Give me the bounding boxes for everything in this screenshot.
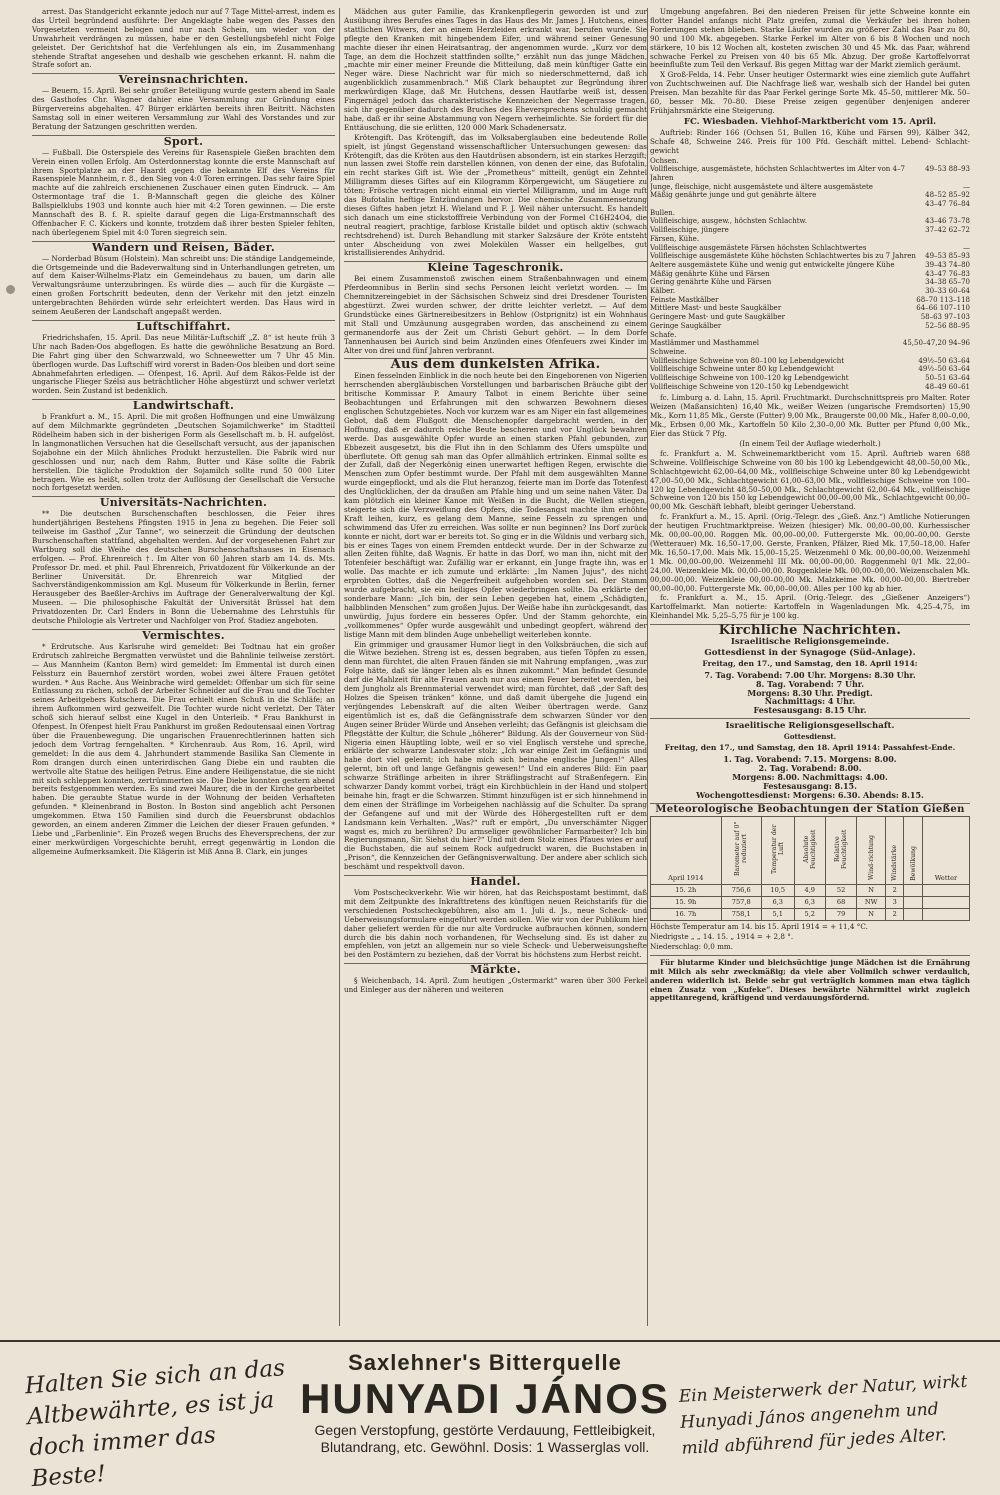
article-note: (In einem Teil der Auflage wiederholt.) <box>739 439 881 449</box>
market-row-price: 43–47 76–84 <box>925 200 970 209</box>
market-intro: Auftrieb: Rinder 166 (Ochsen 51, Bullen 16, Kühe und Färsen 99), Kälber 342, Schafe 48, Schweine 246. Preis für 100 Pfd. Geschäft mittel. Lebend- Schlacht- gewicht <box>650 127 970 155</box>
market-row <box>650 270 970 279</box>
market-row-price: 58–63 97–103 <box>920 313 970 322</box>
section-heading: Märkte. <box>344 963 647 975</box>
weather-cell: 52 <box>825 885 856 897</box>
article-text: Umgebung angefahren. Bei den niederen Preisen für jette Schweine konnte ein flotter Handel anfangs nicht Platz greifen, zumal die Verkäufer bei ihren hohen Forderungen stehen blieben. Starke Läufer wurden zu größerer Zahl das Paar zu 80, 90 und 100 Mk. abgegeben. Starke Ferkel im Alter von 6 bis 8 Wochen und noch stärkere, 10 bis 12 Wochen alt, kosteten zwischen 30 und 45 Mk. das Paar, während schwache Ferkel zu Preisen von 40 bis 65 Mk. Abzug. Der große Kartoffelvorrat beeinflußte zum Teil den Verkauf. Bis gegen Mittag war der Markt ziemlich geräumt. <box>650 8 970 70</box>
market-row <box>650 209 970 218</box>
weather-cell: 756,6 <box>721 885 761 897</box>
divider <box>650 718 970 719</box>
section-heading: Luftschiffahrt. <box>32 320 335 332</box>
market-row-price <box>966 235 970 244</box>
market-row <box>650 365 970 374</box>
ad-center-block <box>300 1350 670 1456</box>
congregation-name: Israelitische Religionsgemeinde. <box>730 637 890 648</box>
weather-cell: 2 <box>885 885 903 897</box>
market-row-price <box>966 157 970 166</box>
market-row-price: 48–52 85–92 <box>925 191 970 200</box>
market-row-label: Feinste Mastkälber <box>650 295 719 304</box>
weather-column-header <box>922 817 969 885</box>
service-times <box>650 671 970 716</box>
market-row-label: Vollfleischige Schweine unter 80 kg Lebendgewicht <box>650 365 834 374</box>
market-row-price: 49½–50 63–64 <box>918 356 970 365</box>
article-text: fc. Frankfurt a. M., 15. April. (Orig.-Telegr. des „Gieß. Anz.“) Amtliche Notierungen der heutigen Fruchtmarktpreise. Weizen (hiesiger) Mk. 00,00–00,00. Kurhessischer Mk. 00,00–00,00. Roggen Mk. 00,00–00,00. Futtergerste Mk. 00,00–00,00. Gerste (Wetterauer) Mk. 16,50–17,00. Gerste, Franken, Pfälzer, Ried Mk. 17,50–18,00. Hafer Mk. 16,50–17,00. Mais Mk. 15,00–15,25. Weizenmehl 0 Mk. 00,00–00,00. Weizenmehl 1 Mk. 00,00–00,00. Weizenmehl III Mk. 00,00–00,00. Roggenmehl 0/1 Mk. 22,00–24,00. Weizenkleie Mk. 00,00–00,00. Roggenkleie Mk. 00,00–00,00. Weizenschalen Mk. 00,00–00,00. Weizenkleie 00,00–00,00 Mk. Malzkeime Mk. 00,00–00,00. Biertreber 00,00–00,00. Futtergerste Mk. 00,00–00,00. Alles per 100 kg ab hier. <box>650 512 970 593</box>
service-time-line: 7. Tag. Vorabend: 7.00 Uhr. Morgens: 8.30 Uhr. <box>704 669 916 680</box>
market-row-label: Vollfleischige, jüngere <box>650 226 729 235</box>
service-time-line: Nachmittags: 4 Uhr. <box>764 696 856 707</box>
market-price-table <box>650 157 970 392</box>
section-heading: Wandern und Reisen, Bäder. <box>32 241 335 253</box>
market-row-label: Aeltere ausgemästete Kühe und wenig gut entwickelte jüngere Kühe <box>650 260 895 269</box>
market-row-price: — <box>963 243 970 252</box>
market-row-price: 43–46 73–78 <box>925 217 970 226</box>
market-row-price: — <box>963 182 970 191</box>
market-row <box>650 165 970 182</box>
market-row-price: 52–56 88–95 <box>925 321 970 330</box>
market-row <box>650 357 970 366</box>
article-text: Ein grimmiger und grausamer Humor liegt in den Volksbräuchen, die sich auf die Witwe beziehen. Streng ist es, dessen begraben, aus tiefen Töpfen zu essen, denn man fürchtet, die alten Frauen fänden sie mit Nahrung empfangen, „was zur Folge hätte, daß sie länger leben als es ihnen zukommt.“ Man befindet Gesunde darf die Mahlzeit für alte Frauen auch nur aus einem Feuer bereitet werden, bei dem Jungholz als Brennmaterial verwendet wird; man fürchtet, daß „der Saft des Holzes die Speisen tränken“ könne, und daß damit übergehe die Jugend ein verjüngendes Lebenskraft auf die alten Weiber übertragen werde. Ganz eigentümlich ist es, daß die Gefängnisstrafe dem schwarzen Sünder vor den Augen seiner Brüder Würde und Ansehen verleiht; das Gefängnis ist gleichsam die Pflegstätte der Kultur, die Schule „höherer“ Bildung. Als der Gouverneur von Süd-Nigeria einen Häuptling lobte, weil er so viel Englisch verstehe und spreche, erklärte der schwarze Landesvater stolz: „Ich war einige Zeit im Gefängnis und habe dort viel gelernt; ich habe mich sich beinahe englische Jungen!“ Alles gelernt, bin oft und lange Gefängnis gewesen!“ Und ein anderes Bild: Ein paar schwarze Sträflinge arbeiten in ihrer Sträflingstracht auf Straßenfegern. Ein schwarzer Dandy kommt vorbei, trägt ein Kirchbüchlein in der Hand und stolpert beinahe hin, fragt er die Schwarzen. Stimmt hinzufügen ist er sich hinnehmend in dem einen der Sträflinge im Vorbeigehen nachlässig auf die Schulter. Da sprang der Gefangene auf und mit der Würde des Höhergestellten ruft er dem Landsmann kein Verhalten. „Was?“ ruft er empört, „Du unverschämter Nigger wagst es, mich zu berühren? Du armseliger gewöhnlicher Farmarbeiter? Ich bin Regierungsmann, Sir. Siehst du hier?“ Und mit dem Stolz eines Pfaues wies er auf die Buchstaben, die auf seinem Rock aufgedruckt waren, die Buchstaben in „Prison“, die Kennzeichen der Gefängnisverwaltung. Der andere aber schlich sich beschämt und respektvoll davon. <box>344 639 647 872</box>
service-time-line: Morgens: 8.00. Nachmittags: 4.00. <box>732 771 888 782</box>
weather-cell <box>922 909 969 921</box>
market-row <box>650 235 970 244</box>
column-middle <box>344 8 647 1333</box>
weather-footnote: Niedrigste „ „ 14. 15. „ 1914 = + 2,8 °. <box>650 931 794 941</box>
weather-cell: 16. 7h <box>651 909 722 921</box>
weather-column-header <box>885 817 903 885</box>
market-row-label: Gering genährte Kühe und Färsen <box>650 278 772 287</box>
article-text: Mädchen aus guter Familie, das Krankenpflegerin geworden ist und zur Ausübung ihres Berufes eines Tages in das Haus des Mr. James J. Hutchens, eines stattlichen Witwers, der an einem Herzleiden erkrankt war, berufen wurde. Sie pflegte den Kranken mit hingebendem Eifer, und während seiner Genesung machte dieser ihr einen Heiratsantrag, der angenommen wurde. „Kurz vor dem Tage, an dem die Hochzeit stattfinden sollte,“ erzählt nun das junge Mädchen, „machte mir einer meiner Freunde die Mitteilung, daß mein künftiger Gatte ein Neger wäre. Diese Nachricht war für mich so niederschmetternd, daß ich augenblicklich zusammenbrach.“ Miß Clark behauptet zur Begründung ihrer merkwürdigen Klage, daß Mr. Hutchens, dessen Hautfarbe weiß ist, dessen Fingernägel jedoch das charakteristische Kennzeichen der Negerrasse tragen, sich ihr gegenüber dadurch des Bruches des Eheversprechens schuldig gemacht habe, daß er ihr seine Abstammung von Negern verheimlichte. Sie fordert für die Enttäuschung, die sie erlitten, 120 000 Mark Schadenersatz. <box>344 8 647 132</box>
weather-row <box>651 909 970 921</box>
market-row <box>650 183 970 192</box>
market-row-price: 64–66 107–110 <box>916 304 970 313</box>
market-row-price: 49½–50 63–64 <box>918 365 970 374</box>
section-heading: Landwirtschaft. <box>32 399 335 411</box>
market-row <box>650 191 970 200</box>
market-row <box>650 348 970 357</box>
market-row-label: Kälber. <box>650 287 676 296</box>
market-row <box>650 200 970 209</box>
weather-cell: 68 <box>825 897 856 909</box>
section-heading: Aus dem dunkelsten Afrika. <box>344 358 647 370</box>
weather-cell: N <box>857 909 886 921</box>
article-text: * Erdrutsche. Aus Karlsruhe wird gemeldet: Bei Todtnau hat ein großer Erdrutsch zahlreiche Bergmatten verwüstet und die Bahnlinie teilweise zerstört. — Aus Mannheim (Kanton Bern) wird gemeldet: Im Emmental ist durch einen Felssturz ein Bauernhof zerstört worden, wobei zwei ältere Frauen getötet wurden. * Aus Rache. Aus Weinbrache wird gemeldet: Offenbar um sich für seine Entlassung zu rächen, schoß der Arbeiter Schneider auf die Frau und die Tochter seines Arbeitgebers Kutschera. Die Frau erhielt einen Schuß in die Schläfe; an ihrem Aufkommen wird gezweifelt. Die Tochter wurde nicht verletzt. Der Täter schoß sich hierauf selbst eine Kugel in den Unterleib. * Frau Bankhurst in Ofenpest. In Ofenpest hielt Frau Pankhurst im großen Redoutensaal einen Vortrag über die Frauenbewegung. Die ungarischen Frauenrechtlerinnen hatten sich jedoch dem Vortrag ferngehalten. * Kirchenraub. Aus Rom, 16. April, wird gemeldet: In die aus dem 4. Jahrhundert stammende Basilika San Clemente in Rom drangen durch einen unterirdischen Gang Diebe ein und raubten die wertvolle alte Statue des heiligen Petrus. Eine andere Heiligenstatue, die sie nicht mit sich schleppen konnten, zertrümmerten sie. Die Diebe konnten gestern abend bereits festgenommen werden. Es sind zwei Maurer, die in der Kirche gearbeitet haben. Die geraubte Statue wurde in der Wohnung der beiden Verhafteten gefunden. * Kleinenbrand in Boston. In Boston sind angeblich acht Personen umgekommen. Etwa 150 Familien sind durch die Feuersbrunst obdachlos geworden, an einem anderen Zimmer die Leichen der dieser Frauen gefunden. * Liebe und „Farbenlinie“. Ein Prozeß wegen Bruchs des Eheversprechens, der zur einer merkwürdigen Vorgeschichte beruht, erregt gegenwärtig in London die allgemeine Aufmerksamkeit. Die Klägerin ist Miß Anna B. Clark, ein junges <box>32 641 335 856</box>
market-report-title: FC. Wiesbaden. Viehhof-Marktbericht vom 15. April. <box>683 116 937 127</box>
market-row <box>650 244 970 253</box>
section-heading: Vereinsnachrichten. <box>32 73 335 85</box>
article-text: fc. Frankfurt a. M., 15. April. (Orig.-Telegr. des „Gießener Anzeigers“) Kartoffelmarkt. Man notierte: Kartoffeln in Wagenladungen Mk. 4,25–4,75, im Kleinhandel Mk. 5,25–5,75 für je 100 kg. <box>650 593 970 621</box>
article-text: b Frankfurt a. M., 15. April. Die mit großen Hoffnungen und eine Umwälzung auf dem Milchmarkte gegründeten „Deutschen Sojamilchwerke“ im Stadtteil Rödelheim haben sich in der bisherigen Form als Gesellschaft m. b. H. aufgelöst. In langmonatlichen Versuchen hat die Gesellschaft versucht, aus der japanischen Sojabohne ein der Milch ähnliches Produkt herzustellen. Die Fabrik wird nur geschlossen und nur, nach dem Rahm, Butter und Käse sollte die Fabrik herstellen. Die tägliche Produktion der Sojamilch sollte rund 50 000 Liter betragen. Wie es heißt, sollen trotz der Auflösung der Gesellschaft die Versuche noch fortgesetzt werden. <box>32 412 335 493</box>
divider <box>650 955 970 956</box>
weather-column-header <box>857 817 886 885</box>
market-row-price: 48–49 60–61 <box>925 382 970 391</box>
service-time-line: 2. Tag. Vorabend: 8.00. <box>758 762 862 773</box>
market-row-label: Ochsen. <box>650 156 679 165</box>
ad-description: Gegen Verstopfung, gestörte Verdauung, Fettleibigkeit, Blutandrang, etc. Gewöhnl. Dosis: 1 Wasserglas voll. <box>314 1422 656 1455</box>
weather-cell: 10,5 <box>761 885 794 897</box>
weather-column-header <box>904 817 922 885</box>
congregation-name: Israelitische Religionsgesellschaft. <box>725 721 895 732</box>
market-row <box>650 157 970 166</box>
section-heading: Handel. <box>344 875 647 887</box>
service-date: Freitag, den 17., und Samstag, den 18. April 1914: <box>702 658 918 668</box>
weather-cell: 4,9 <box>794 885 825 897</box>
weather-column-label: Relative Feuchtigkeit <box>834 829 849 870</box>
article-text: Friedrichshafen, 15. April. Das neue Militär-Luftschiff „Z. 8“ ist heute früh 3 Uhr nach Baden-Oos abgeflogen. Es hatte die gewöhnliche Besatzung an Bord. Die Fahrt ging über den Schwarzwald, wo Schneewetter um 7 Uhr 45 Min. überflogen wurde. Das Luftschiff wird vorerst in Baden-Oos bleiben und dort seine Abnahmefahrten erledigen. — Ofenpest, 16. April. Auf dem Rákos-Felde ist der ungarische Flieger Szélsi aus beträchtlicher Höhe abgestürzt und schwer verletzt worden. Sein Zustand ist bedenklich. <box>32 332 335 396</box>
weather-column-header <box>825 817 856 885</box>
weather-row <box>651 897 970 909</box>
service-date: Freitag, den 17., und Samstag, den 18. April 1914: Passahfest-Ende. <box>664 743 956 753</box>
service-time-line: 1. Tag. Vorabend: 7.15. Morgens: 8.00. <box>723 754 897 765</box>
market-row-price: 39–43 74–80 <box>925 260 970 269</box>
market-row-label: Mäßig genährte junge und gut genährte ältere <box>650 191 817 200</box>
weather-column-label: Temperatur der Luft <box>770 824 785 875</box>
weather-cell <box>904 897 922 909</box>
weather-row <box>651 885 970 897</box>
service-time-line: Morgens: 8.30 Uhr. Predigt. <box>747 687 873 698</box>
weather-column-label: Wetter <box>934 874 958 883</box>
weather-cell: 2 <box>885 909 903 921</box>
weather-cell: N <box>857 885 886 897</box>
market-row <box>650 296 970 305</box>
market-row <box>650 339 970 348</box>
market-row <box>650 261 970 270</box>
service-time-line: Festesausgang: 8.15. <box>763 780 857 791</box>
market-row <box>650 217 970 226</box>
market-row-label: Geringere Mast- und gute Saugkälber <box>650 313 785 322</box>
weather-column-label: Wind-richtung <box>867 835 875 881</box>
advert-notice: Für blutarme Kinder und bleichsüchtige junge Mädchen ist die Ernährung mit Milch als sehr zweckmäßig; da viele aber Vollmilch schwer verdaulich, anderen widerlich ist. Beide sehr gut verträglich kommen man etwa täglich einen Zusatz von „Kufeke“. Dieses bewährte Nährmittel wirkt zugleich appetitanregend, kräftigend und verdauungsfördernd. <box>650 957 970 1003</box>
weather-column-label: Windstärke <box>891 844 899 881</box>
market-row-label: Mastlämmer und Masthammel <box>650 339 759 348</box>
market-row-label: Schweine. <box>650 347 687 356</box>
market-row-price: 49–53 85–93 <box>925 252 970 261</box>
article-text: Vom Postscheckverkehr. Wie wir hören, hat das Reichspostamt bestimmt, daß mit dem Zeitpunkte des Inkrafttretens des künftigen neuen Reichstarifs für die verschiedenen Postscheckgebühren, also am 1. Juli d. Js., neue Scheck- und Ueberweisungsformulare eingeführt werden sollen. Wie wir von der Publikum hier daher geliefert werden für die nur alte Vordrucke aufbrauchen können, sondern durch die bis dahin noch vorhandenen, für Wechselung sind. Es ist daher zu empfehlen, von jetzt an allgemein nur so viele Scheck- und Ueberweisungshefte bei den Postämtern zu beziehen, daß der Vorrat bis höchstens zum Herbst reicht. <box>344 888 647 960</box>
article-text: — Fußball. Die Osterspiele des Vereins für Rasenspiele Gießen brachten dem Verein einen vollen Erfolg. Am Osterdonnerstag konnte die erste Mannschaft auf ihrem Sportplatze an der Haardt gegen die bekannte Elf des Vereins für Rasenspiele Mannheim, r. 8., den Sieg von 4:0 Toren erringen. Das sehr faire Spiel machte auf die zahlreich erschienenen Zuschauer einen guten Eindruck. — Am Ostermontage traf die 1. B-Mannschaft gegen die gleiche des Kölner Ballspielklubs 1903 und konnte auch hier mit 4:2 Toren gewinnen. — Die erste Mannschaft des B. f. R. spielte darauf gegen die Liga-Erstmannschaft des Offenbacher F. C. Kickers und konnte, trotzdem daß ihrer besten Spieler fehlten, nach überlegenem Spiel mit 4:0 Toren siegreich sein. <box>32 147 335 237</box>
section-heading: Kirchliche Nachrichten. <box>650 624 970 636</box>
market-row-price: 37–42 62–72 <box>925 226 970 235</box>
market-row-label: Vollfleischige, ausgemästete, höchsten Schlachtwertes im Alter von 4–7 Jahren <box>650 165 905 182</box>
market-row-price <box>966 348 970 357</box>
weather-cell: 79 <box>825 909 856 921</box>
market-row-label: Vollfleischige, ausgew., höchsten Schlachtw. <box>650 217 807 226</box>
article-text: fc. Frankfurt a. M. Schweinemarktbericht vom 15. April. Auftrieb waren 688 Schweine. Vollfleischige Schweine von 80 bis 100 kg Lebendgewicht 48,00–50,00 Mk., Schlachtgewicht 62,00–64,00 Mk., vollfleischige Schweine unter 80 kg Lebendgewicht 47,00–50,00 Mk., Schlachtgewicht 61,00–63,00 Mk., vollfleischige Schweine von 100–120 kg Lebendgewicht 48,50–50,00 Mk., Schlachtgewicht 62,00–64 Mk., vollfleischige Schweine von 120 bis 150 kg Lebendgewicht 00,00–00,00 Mk., Schlachtgewicht 00,00–00,00 Mk. Geschäft lebhaft, bleibt geringer Ueberstand. <box>650 448 970 512</box>
market-row-label: Junge, fleischige, nicht ausgemästete und ältere ausgemästete <box>650 182 873 191</box>
service-time-line: Festesausgang: 8.15 Uhr. <box>753 705 867 716</box>
weather-cell: NW <box>857 897 886 909</box>
weather-cell <box>904 885 922 897</box>
weather-cell: 757,8 <box>721 897 761 909</box>
market-row-price: 50–51 63–64 <box>925 374 970 383</box>
section-heading: Universitäts-Nachrichten. <box>32 496 335 508</box>
article-text: ** Die deutschen Burschenschaften beschlossen, die Feier ihres hundertjährigen Bestehens Pfingsten 1915 in Jena zu begehen. Die Feier soll teilweise im Gasthof „Zur Tanne“, wo seinerzeit die Gründung der deutschen Burschenschaften stattfand, abgehalten werden. Auf der vorgesehenen Fahrt zur Wartburg soll die Weihe des deutschen Burschenschaftshauses in Eisenach erfolgen. — Prof. Ehrenreich †. Im Alter von 60 Jahren starb am 14. ds. Mts. Professor Dr. med. et phil. Paul Ehrenreich, Privatdozent für Völkerkunde an der Berliner Universität. Dr. Ehrenreich war Mitglied der Sachverständigenkommission am Kgl. Museum für Völkerkunde in Berlin, ferner Herausgeber des Baeßler-Archivs im Auftrage der Generalverwaltung der Kgl. Museen. — Die philosophische Fakultät der Universität Brüssel hat dem Privatdozenten Dr. Carl Enders in Bonn die Uebernahme des Lehrstuhls für deutsche Philologie als Vertreter und Nachfolger von Prof. Stadiez angeboten. <box>32 509 335 626</box>
article-text: Krötengift. Das Krötengift, das im Volksaberglauben eine bedeutende Rolle spielt, ist jüngst Gegenstand wissenschaftlicher Untersuchungen gewesen: das Krötengift, das die Kröten aus den Hautdrüsen absondern, ist ein starkes Herzgift; nun lassen zwei Stoffe rein darstellen können, von denen der eine, das Bufotalin, ein recht starkes Gift ist. Wie der „Prometheus“ mitteilt, genügt ein Zehntel Milligramm dieses Giftes auf ein Kilogramm Körpergewicht, um Säugetiere zu töten; Frösche vertragen nicht einmal ein viertel Milligramm, und im Auge ruft das Bufotalin heftige Entzündungen hervor. Die chemische Zusammensetzung dieses Giftes haben jetzt H. Wieland und F. J. Weil näher untersucht. Es handelt sich danach um eine stickstofffreie Verbindung von der Formel C16H24O4, die neutral reagiert, prachtige, farblose Kristalle bildet und optisch aktiv (schwach rechtsdrehend) ist. Durch Behandlung mit starker Salzsäure der Kröte entsteht unter Abscheidung von zwei Molekülen Wasser ein hellgelbes, gut kristallisierendes Anhydrid. <box>344 132 647 258</box>
service-time-line: Wochengottesdienst: Morgens: 6.30. Abends: 8.15. <box>696 789 924 800</box>
weather-cell <box>922 897 969 909</box>
market-row-price: 30–33 60–64 <box>925 287 970 296</box>
weather-cell: 758,1 <box>721 909 761 921</box>
market-row-label: Mittlere Mast- und beste Saugkälber <box>650 304 782 313</box>
section-heading: Kleine Tageschronik. <box>344 261 647 273</box>
market-row <box>650 252 970 261</box>
ad-handwritten-tagline: Ein Meisterwerk der Natur, wirkt Hunyadi János angenehm und mild abführend für jedes Alter. <box>678 1371 968 1459</box>
market-row <box>650 383 970 392</box>
weather-cell <box>904 909 922 921</box>
market-row-label: Färsen, Kühe. <box>650 234 700 243</box>
weather-cell <box>922 885 969 897</box>
ad-handwritten-slogan: Halten Sie sich an das Altbewährte, es ist ja doch immer das Beste! <box>24 1355 286 1493</box>
market-row-label: Vollfleischige Schweine von 120–150 kg Lebendgewicht <box>650 382 849 391</box>
article-text: Bei einem Zusammenstoß zwischen einem Straßenbahnwagen und einem Pferdeomnibus in Berlin sind sechs Personen leicht verletzt worden. — Im Chemnitzereingebiet in der Sächsischen Schweiz sind drei Dresdener Touristen abgestürzt. Zwei wurden schwer, der dritte leichter verletzt. — Auf dem Grundstücke eines Gärtnereibesitzers in Behlow (Ostprignitz) ist ein Wohnhaus mit Stall und Umzäunung ausgegraben worden, das anscheinend zu einem germanendorfe aus der Zeit um Christi Geburt gehört. — In dem Dorfe Tannenhausen bei Aurich sind beim Anzünden eines Ofenfeuers zwei Kinder im Alter von drei und fünf Jahren verbrannt. <box>344 274 647 355</box>
advertisement <box>0 1340 1000 1493</box>
market-row <box>650 313 970 322</box>
article-text: § Weichenbach, 14. April. Zum heutigen „Ostermarkt“ waren über 300 Ferkel und Einleger aus der näheren und weiteren <box>344 976 647 995</box>
market-row-label: Geringe Saugkälber <box>650 321 722 330</box>
weather-heading: Meteorologische Beobachtungen der Station Gießen <box>650 803 970 815</box>
column-divider <box>339 8 340 1326</box>
market-row-label: Vollfleischige Schweine von 100–120 kg Lebendgewicht <box>650 374 849 383</box>
market-row <box>650 304 970 313</box>
weather-cell: 15. 2h <box>651 885 722 897</box>
weather-column-header <box>651 817 722 885</box>
market-row <box>650 322 970 331</box>
article-text: — Beuern, 15. April. Bei sehr großer Beteiligung wurde gestern abend im Saale des Gasthofes Chr. Wagner dahier eine Versammlung zur Gründung eines Bürgervereins abgehalten. 47 Bürger erklärten bereits ihren Beitritt. Nächsten Samstag soll in einer weiteren Versammlung zur Wahl des Vorstandes und zur Beratung der Satzungen geschritten werden. <box>32 86 335 131</box>
column-left <box>32 8 335 1333</box>
weather-cell: 3 <box>885 897 903 909</box>
service-heading: Gottesdienst. <box>783 732 837 742</box>
article-text: X Groß-Felda, 14. Febr. Unser heutiger Ostermarkt wies eine ziemlich gute Auffahrt von Zuchtschweinen auf. Die Nachfrage ließ war, weshalb sich der Handel bei guten Preisen. Man bezahlte für das Paar Ferkel geringe Sorte Mk. 45–50, mittlerer Mk. 50–60, besser Mk. 70–80. Diese Preise zeigen gegenüber denjenigen anderer Frühjahrsmärkte eine Steigerung. <box>650 70 970 115</box>
market-row <box>650 287 970 296</box>
market-row-label: Mäßig genährte Kühe und Färsen <box>650 269 770 278</box>
article-text: arrest. Das Standgericht erkannte jedoch nur auf 7 Tage Mittel-arrest, indem es das Urteil begründend ausführte: Der Angeklagte habe wegen des Passes den Vorgesetzten vermeint belogen und nur nach Schein, um wieder von der Unwahrheit verdrängen zu müssen, habe er den Gestellungsbefehl nicht Folge geleistet. Der Gerichtshof hat die Verfehlungen als ein, im Zusammenhang stehende Straftat angesehen und deshalb wie geschehen erkannt. H. nahm die Strafe sofort an. <box>32 8 335 70</box>
service-times <box>650 755 970 800</box>
service-time-line: 8. Tag. Vorabend: 7 Uhr. <box>755 678 865 689</box>
market-row-price: 34–38 65–70 <box>925 278 970 287</box>
market-row-label: Vollfleischige ausgemästete Kühe höchsten Schlachtwertes bis zu 7 Jahren <box>650 252 916 261</box>
market-row-label: Vollfleischige Schweine von 80–100 kg Lebendgewicht <box>650 356 845 365</box>
weather-column-label: Barometer auf 0° reduziert <box>734 822 749 877</box>
service-location: Gottesdienst in der Synagoge (Süd-Anlage). <box>704 647 916 658</box>
market-row <box>650 331 970 340</box>
weather-column-label: Bewölkung <box>909 845 917 881</box>
weather-cell: 6,3 <box>794 897 825 909</box>
market-row <box>650 226 970 235</box>
market-row-price: 43–47 76–83 <box>925 269 970 278</box>
market-row-price <box>966 331 970 340</box>
market-row-label: Vollfleischige ausgemästete Färsen höchsten Schlachtwertes <box>650 243 867 252</box>
article-text: — Norderbad Büsum (Holstein). Man schreibt uns: Die ständige Landgemeinde, die Ortsgemeinde und die Badeverwaltung sind in Unterhandlungen getreten, um auf dem Kaiser-Wilhelms-Platz ein Gemeindehaus zu bauen, um darin alle Verwaltungsräume unterzubringen. Es würde dies — auch für die Kurgäste — einen großen Fortschritt bedeuten, denn der Verkehr mit den jetzt einzeln untergebrachten Behörden würde sehr erleichtert werden. Das Haus wird in seinem Aeußeren der Landschaft angepaßt werden. <box>32 253 335 317</box>
market-row <box>650 374 970 383</box>
market-row-price: 45,50–47,20 94–96 <box>902 339 970 348</box>
punch-hole <box>6 285 15 294</box>
market-row-label: Schafe. <box>650 330 677 339</box>
weather-column-header <box>721 817 761 885</box>
weather-cell: 15. 9h <box>651 897 722 909</box>
column-right <box>650 8 970 1333</box>
weather-footnote: Höchste Temperatur am 14. bis 15. April 1914 = + 11,4 °C. <box>650 922 868 932</box>
ad-brand: Saxlehner's Bitterquelle <box>348 1350 622 1375</box>
weather-cell: 6,3 <box>761 897 794 909</box>
article-text: fc. Limburg a. d. Lahn, 15. April. Fruchtmarkt. Durchschnittspreis pro Malter. Roter Weizen (Maßansichten) 16,40 Mk., weißer Weizen (ungarische Fremdsorten) 15,90 Mk., Korn 11,85 Mk., Gerste (Futter) 9,00 Mk., Braugerste 00,00 Mk., Hafer 8,00–0,00, Mk., Erbsen 0,00 Mk., Kartoffeln 50 Kilo 2,30–0,00 Mk. Butter per Pfund 0,00 Mk., Eier das Stück 7 Pfg. <box>650 393 970 439</box>
market-row-label: Bullen. <box>650 208 676 217</box>
weather-table <box>650 816 970 921</box>
weather-column-header <box>761 817 794 885</box>
market-row <box>650 278 970 287</box>
section-heading: Vermischtes. <box>32 629 335 641</box>
column-divider <box>647 8 648 1326</box>
weather-footnote: Niederschlag: 0,0 mm. <box>650 941 733 951</box>
market-row-price <box>966 209 970 218</box>
article-text: Einen fesselnden Einblick in die noch heute bei den Eingeborenen von Nigerien herrschenden abergläubischen Vorstellungen und barbarischen Bräuche gibt der britische Kommissar P. Amaury Talbot in einem Berichte über seine Beobachtungen und Erfahrungen mit den schwarzen Bewohnern dieses englischen Schutzgebietes. Noch vor kurzem war es am Niger ein fast allgemeines Gebot, daß dem Flußgott die Menschenopfer dargebracht werden, in der Hoffnung, daß er dadurch reiche Beute bescheren und vor Unglück bewahren werde. Das ausgewählte Opfer wurde an einen starken Pfahl gebunden, zur Ebbezeit ausgesetzt, bis die Flut ihn in den Schlamm des Ufers umspülte und überflutete. Oft genug sah man das Opfer allmählich ertrinken. Einmal sollte es der Zufall, daß der Negerkönig einen unerwartet heftigen Regen, erwischte die Menschen zum Opfer bestimmt wurde. Der Pfahl mit dem ausgewählten Manne wurde eingepflockt, und als die Flut heranzog, feierte man im Dorfe das Totenfest des Unglücklichen, der da draußen am Pfahle hing und um seine nahen Väter. Da kam plötzlich ein kleiner Kanoe mit Weißen in die Bucht, die Wellen stiegen, steigerte sich die Verzweiflung des Opfers, die Todesangst machte ihm erhöhte Kraft leihen, kurz, es gelang dem Manne, seine Fesseln zu sprengen und schwimmend das Ufer zu erreichen. Was sollte er nun beginnen? Ins Dorf zurück konnte er nicht, dort war er bereits tot. So ging er in die Wildnis und verbarg sich, bis er eines Tages von einem Fremden entdeckt wurde. Der in der Schwarze zu allen Zeiten fühlte, daß Wagnis. Er hatte in das Dorf, wo man ihn, nicht mit der Totenfeier beschäftigt war. Zufällig war er erkannt, ein Junge fragte ihn, was er wolle. Das machte er ich zumute und erklärte: „Im Namen Jujus“, des nicht erprobten Gottes, daß die Negerfreiheit aufgehoben worden sei. Der Stamm wurde aufgebracht, sie ein heiliges Opfer wiederbringen sollte. Da erklärte der sonderbare Mann: „Ich bin, der sein Leben gegeben hat, einem „Schädigten, halbblinden Menschen“ zum großen Jujus. Der Weiße habe ihn zurückgesandt, das unwürdig, Jujus fordere ein besseres Opfer. Und der Stamm gehorchte, ein „vollkommenes“ Opfer wurde ausgewählt und unbedingt geopfert, während der listige Mann mit dem blinden Auge unbehelligt weiterleben konnte. <box>344 371 647 639</box>
weather-column-header <box>794 817 825 885</box>
market-row-price: 49–53 88–93 <box>925 165 970 174</box>
weather-column-label: April 1914 <box>668 874 704 883</box>
weather-cell: 5,2 <box>794 909 825 921</box>
section-heading: Sport. <box>32 135 335 147</box>
market-row-price: 68–70 113–118 <box>916 295 970 304</box>
weather-column-label: Absolute Feuchtigkeit <box>802 829 817 870</box>
ad-product-name: HUNYADI JÁNOS <box>300 1375 670 1422</box>
weather-cell: 5,1 <box>761 909 794 921</box>
